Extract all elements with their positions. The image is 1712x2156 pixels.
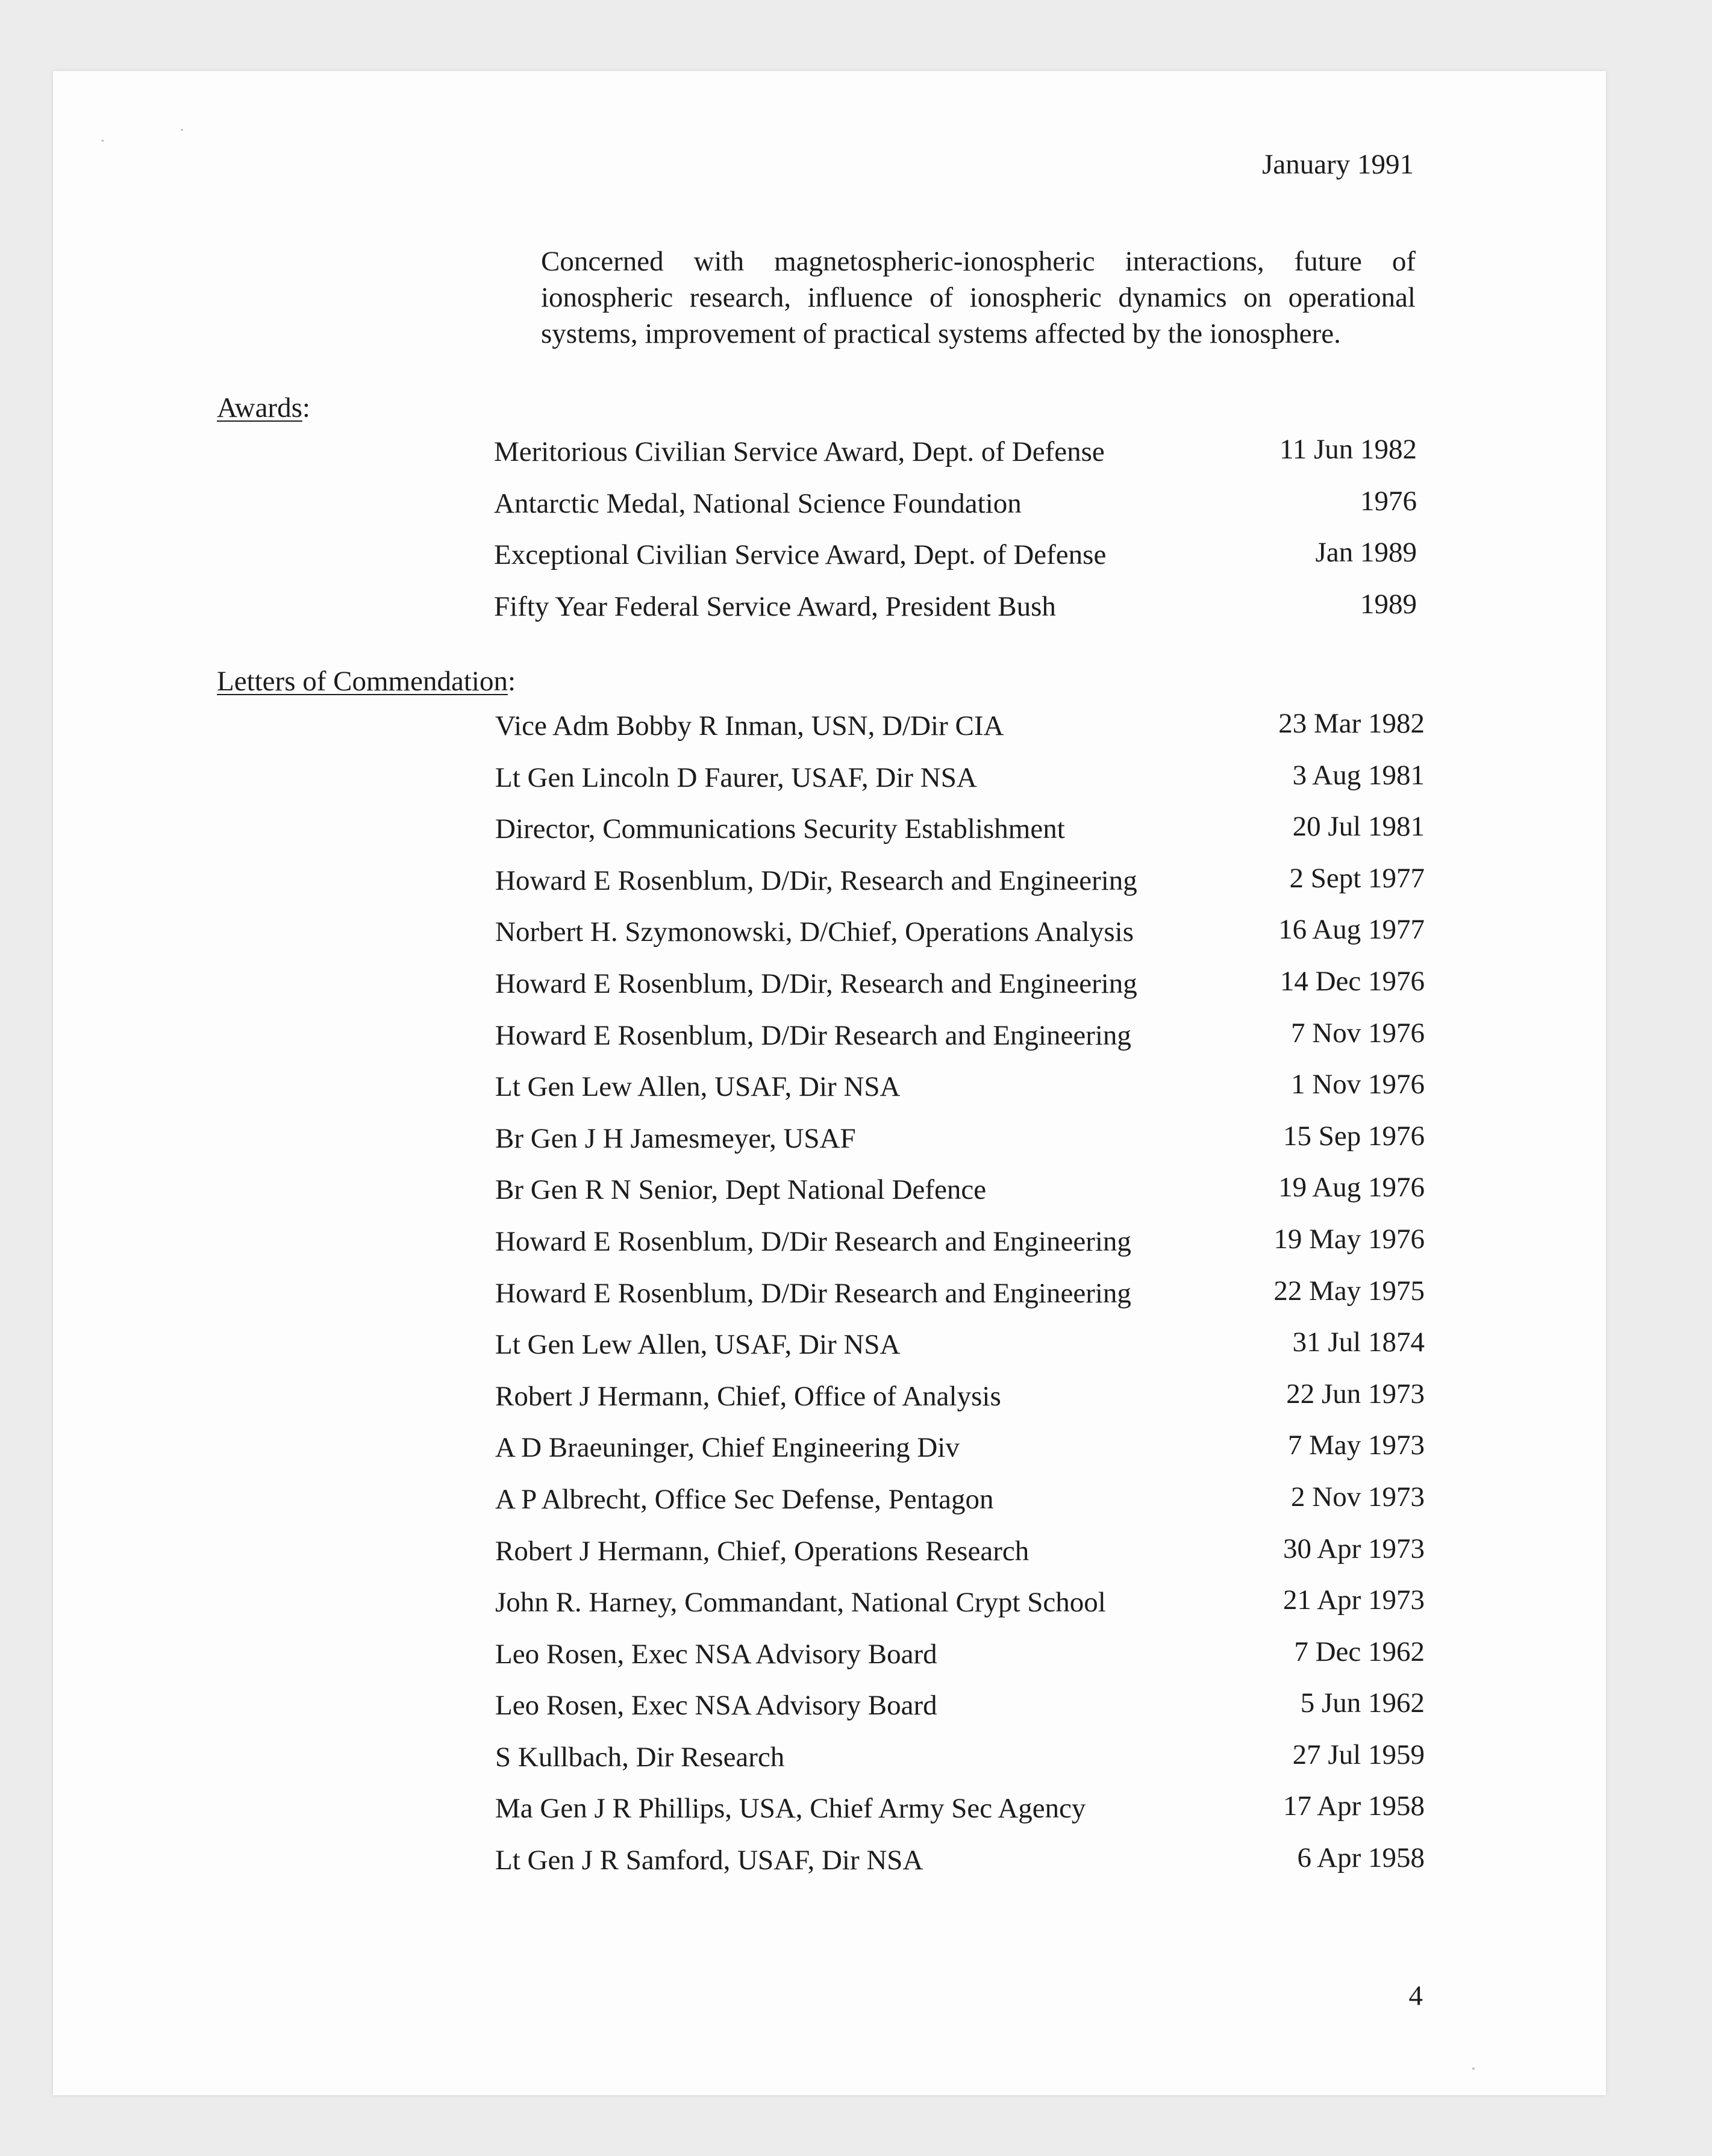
letter-row (495, 1225, 1425, 1277)
letter-author: Howard E Rosenblum, D/Dir Research and Engineering (495, 1277, 1131, 1309)
letter-row (495, 1070, 1425, 1122)
letter-date: 7 May 1973 (1287, 1430, 1425, 1461)
award-name: Exceptional Civilian Service Award, Dept. of Defense (494, 539, 1107, 571)
award-name: Meritorious Civilian Service Award, Dept. of Defense (494, 436, 1105, 467)
letter-row (495, 1741, 1425, 1793)
document-date: January 1991 (1262, 149, 1414, 180)
award-row (494, 487, 1417, 539)
letter-date: 19 Aug 1976 (1278, 1172, 1425, 1204)
letter-author: Howard E Rosenblum, D/Dir, Research and Engineering (495, 967, 1137, 999)
letter-row (495, 1431, 1425, 1483)
letter-date: 7 Dec 1962 (1294, 1636, 1425, 1667)
letter-author: Vice Adm Bobby R Inman, USN, D/Dir CIA (495, 710, 1004, 742)
letter-date: 19 May 1976 (1273, 1223, 1425, 1255)
letter-date: 14 Dec 1976 (1279, 965, 1425, 997)
letter-author: Lt Gen Lew Allen, USAF, Dir NSA (495, 1329, 901, 1361)
letter-date: 1 Nov 1976 (1291, 1069, 1425, 1101)
letters-list (495, 710, 1425, 1896)
letter-date: 21 Apr 1973 (1283, 1584, 1425, 1616)
letter-row (495, 1638, 1425, 1690)
awards-heading-label: Awards (217, 392, 302, 423)
letter-date: 23 Mar 1982 (1278, 708, 1425, 739)
letter-author: Howard E Rosenblum, D/Dir, Research and Engineering (495, 864, 1137, 896)
letter-date: 17 Apr 1958 (1283, 1790, 1425, 1822)
letter-author: Howard E Rosenblum, D/Dir Research and Engineering (495, 1225, 1131, 1257)
letter-author: S Kullbach, Dir Research (495, 1741, 785, 1773)
letter-row (495, 813, 1425, 864)
letter-row (495, 1380, 1425, 1432)
letter-author: Norbert H. Szymonowski, D/Chief, Operations Analysis (495, 916, 1134, 948)
letter-author: Br Gen R N Senior, Dept National Defence (495, 1174, 987, 1206)
letters-heading (217, 665, 516, 698)
letter-author: Robert J Hermann, Chief, Office of Analysis (495, 1380, 1001, 1412)
letter-author: Leo Rosen, Exec NSA Advisory Board (495, 1690, 937, 1722)
award-row (494, 436, 1417, 487)
letter-row (495, 1792, 1425, 1844)
award-date: 11 Jun 1982 (1279, 434, 1417, 465)
letter-date: 5 Jun 1962 (1300, 1687, 1425, 1719)
paper-speck (181, 129, 183, 131)
letter-row (495, 1328, 1425, 1380)
letter-date: 30 Apr 1973 (1283, 1533, 1425, 1564)
award-name: Antarctic Medal, National Science Foundation (494, 487, 1022, 519)
letter-author: Robert J Hermann, Chief, Operations Research (495, 1535, 1029, 1567)
letter-row (495, 1483, 1425, 1535)
letter-row (495, 864, 1425, 916)
letter-date: 20 Jul 1981 (1292, 811, 1425, 843)
letter-date: 16 Aug 1977 (1278, 914, 1425, 946)
letter-date: 22 Jun 1973 (1286, 1378, 1425, 1410)
letter-row (495, 1689, 1425, 1741)
letter-row (495, 710, 1425, 761)
letter-author: A P Albrecht, Office Sec Defense, Pentagon (495, 1483, 994, 1515)
letter-row (495, 916, 1425, 967)
award-row (494, 590, 1417, 642)
letter-author: Ma Gen J R Phillips, USA, Chief Army Sec Agency (495, 1793, 1086, 1825)
letter-date: 15 Sep 1976 (1283, 1120, 1425, 1152)
award-date: Jan 1989 (1315, 537, 1417, 569)
letter-author: Br Gen J H Jamesmeyer, USAF (495, 1122, 856, 1154)
letter-date: 6 Apr 1958 (1297, 1842, 1425, 1874)
letter-date: 2 Sept 1977 (1289, 862, 1425, 894)
page-number: 4 (1408, 1980, 1423, 2011)
letter-author: Director, Communications Security Establishment (495, 813, 1065, 845)
letters-heading-label: Letters of Commendation (217, 666, 508, 697)
awards-heading-colon: : (302, 392, 310, 423)
letter-date: 3 Aug 1981 (1292, 759, 1425, 791)
letter-author: Howard E Rosenblum, D/Dir Research and Engineering (495, 1019, 1131, 1051)
letter-date: 22 May 1975 (1273, 1275, 1425, 1307)
award-date: 1989 (1360, 588, 1417, 620)
letter-row (495, 1277, 1425, 1329)
letter-row (495, 1122, 1425, 1174)
awards-list (494, 436, 1417, 642)
awards-heading (217, 392, 310, 424)
letter-date: 31 Jul 1874 (1292, 1326, 1425, 1358)
letter-author: Lt Gen Lincoln D Faurer, USAF, Dir NSA (495, 761, 977, 793)
letter-row (495, 1019, 1425, 1071)
letter-row (495, 1844, 1425, 1896)
award-row (494, 539, 1417, 590)
award-date: 1976 (1360, 485, 1417, 517)
letter-date: 27 Jul 1959 (1292, 1739, 1425, 1770)
intro-paragraph: Concerned with magnetospheric-ionospheric interactions, future of ionospheric research, influence of ionospheric dynamics on operational systems, improvement of practical systems affected by the ionosphere. (541, 246, 1416, 349)
paper-speck (101, 140, 104, 142)
letter-author: A D Braeuninger, Chief Engineering Div (495, 1432, 960, 1464)
letter-date: 7 Nov 1976 (1291, 1017, 1425, 1049)
letter-row (495, 761, 1425, 813)
letter-author: Lt Gen Lew Allen, USAF, Dir NSA (495, 1071, 901, 1103)
letter-date: 2 Nov 1973 (1291, 1481, 1425, 1513)
letter-row (495, 1586, 1425, 1638)
letter-author: Lt Gen J R Samford, USAF, Dir NSA (495, 1845, 923, 1876)
letter-row (495, 1535, 1425, 1587)
letter-author: John R. Harney, Commandant, National Crypt School (495, 1587, 1106, 1619)
letter-row (495, 1173, 1425, 1225)
letter-row (495, 967, 1425, 1019)
letters-heading-colon: : (507, 666, 516, 697)
paper-speck (1472, 2067, 1475, 2070)
award-name: Fifty Year Federal Service Award, President Bush (494, 590, 1056, 622)
letter-author: Leo Rosen, Exec NSA Advisory Board (495, 1638, 937, 1670)
